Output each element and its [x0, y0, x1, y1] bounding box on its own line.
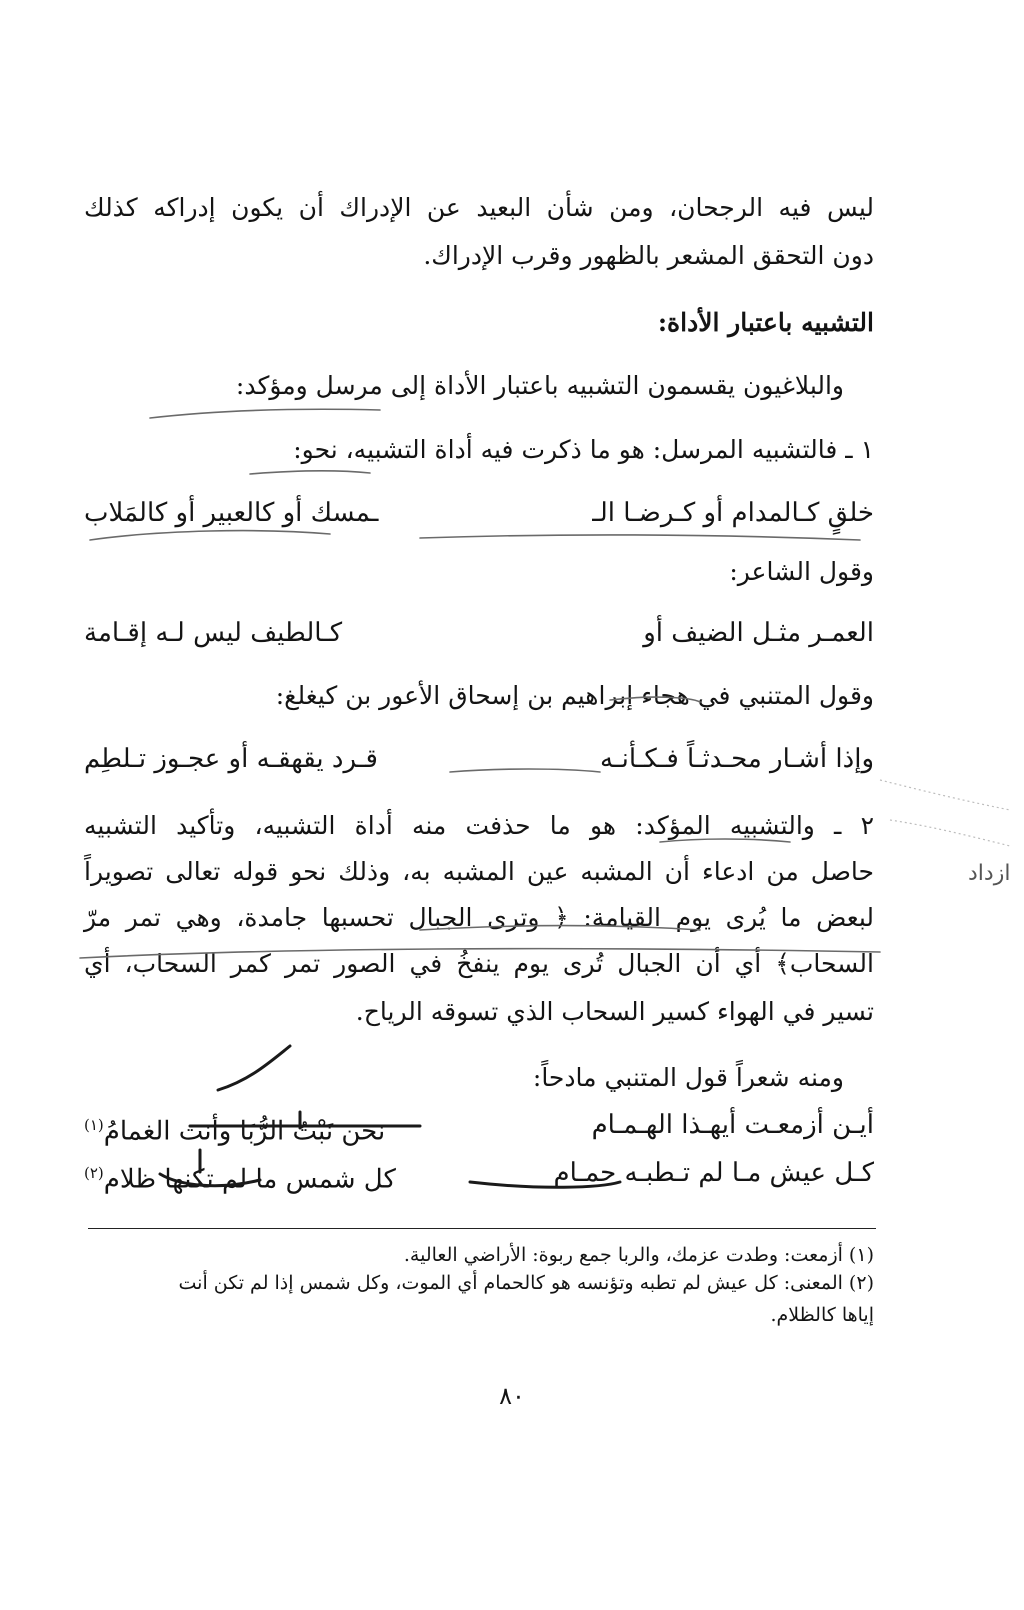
pencil-underline	[420, 535, 860, 540]
footnote-divider	[88, 1228, 876, 1229]
page-number: ٨٠	[499, 1382, 525, 1410]
verse-second-hemistich: قـرد يقهقـه أو عجـوز تـلطِم	[84, 744, 378, 774]
pencil-scribble	[880, 780, 1010, 810]
paragraph-line: السحاب﴾ أي أن الجبال تُرى يوم ينفخُ في الصور تمر كمر السحاب، أي	[84, 949, 874, 978]
paragraph-line: ليس فيه الرجحان، ومن شأن البعيد عن الإدراك أن يكون إدراكه كذلك	[84, 193, 874, 222]
verse-second-hemistich: ـمسك أو كالعبير أو كالمَلاب	[84, 498, 379, 528]
verse-second-hemistich	[84, 1104, 385, 1153]
footnote: (١) أزمعت: وطدت عزمك، والربا جمع ربوة: الأراضي العالية.	[403, 1244, 874, 1266]
verse-first-hemistich: كـل عيش مـا لم تـطبـه حِمـام	[553, 1158, 874, 1188]
verse-intro: ومنه شعراً قول المتنبي مادحاً:	[532, 1063, 844, 1092]
verse-line	[84, 612, 874, 654]
paragraph-line: ١ ـ فالتشبيه المرسل: هو ما ذكرت فيه أداة التشبيه، نحو:	[293, 435, 874, 464]
section-heading: التشبيه باعتبار الأداة:	[657, 308, 874, 337]
paragraph-line: والبلاغيون يقسمون التشبيه باعتبار الأداة إلى مرسل ومؤكد:	[235, 371, 844, 400]
footnote-marker: (١)	[84, 1116, 104, 1134]
pencil-underline	[250, 471, 370, 474]
verse-line	[84, 492, 874, 534]
verse-first-hemistich: العمـر مثـل الضيف أو	[643, 618, 874, 648]
verse-first-hemistich: وإذا أشـار محـدثـاً فـكـأنـه	[600, 744, 874, 774]
paragraph-line: ٢ ـ والتشبيه المؤكد: هو ما حذفت منه أداة التشبيه، وتأكيد التشبيه	[84, 811, 874, 840]
paragraph-line: حاصل من ادعاء أن المشبه عين المشبه به، وذلك نحو قوله تعالى تصويراً	[84, 857, 874, 886]
paragraph-line: دون التحقق المشعر بالظهور وقرب الإدراك.	[423, 241, 874, 270]
footnote-marker: (٢)	[84, 1164, 104, 1182]
paragraph-line: لبعض ما يُرى يوم القيامة: ﴿ وترى الجبال تحسبها جامدة، وهي تمر مرّ	[84, 903, 874, 932]
verse-intro: وقول الشاعر:	[729, 557, 874, 586]
verse-first-hemistich: أيـن أزمعـت أيهـذا الهـمـام	[591, 1110, 874, 1140]
verse-second-hemistich: كـالطيف ليس لـه إقـامة	[84, 618, 343, 648]
verse-intro: وقول المتنبي في هجاء إبراهيم بن إسحاق الأعور بن كيغلغ:	[275, 681, 874, 710]
pencil-underline	[150, 409, 380, 418]
pencil-scribble	[890, 820, 1010, 846]
verse-line	[84, 1104, 874, 1153]
margin-note: ازداد	[968, 861, 1011, 886]
verse-line	[84, 1152, 874, 1201]
footnote: (٢) المعنى: كل عيش لم تطبه وتؤنسه هو كالحمام أي الموت، وكل شمس إذا لم تكن أنت	[178, 1272, 874, 1294]
hemistich-text: نحن نَبْتُ الرُّبَا وأنت الغمامُ	[103, 1116, 386, 1147]
verse-first-hemistich: خلقٍ كـالمدام أو كـرضـا الـ	[592, 498, 874, 528]
hemistich-text: كل شمس ما لم تكنها ظلام	[103, 1164, 396, 1195]
verse-second-hemistich	[84, 1152, 396, 1201]
verse-line	[84, 738, 874, 780]
footnote: إياها كالظلام.	[770, 1304, 874, 1326]
paragraph-line: تسير في الهواء كسير السحاب الذي تسوقه الرياح.	[355, 997, 874, 1026]
